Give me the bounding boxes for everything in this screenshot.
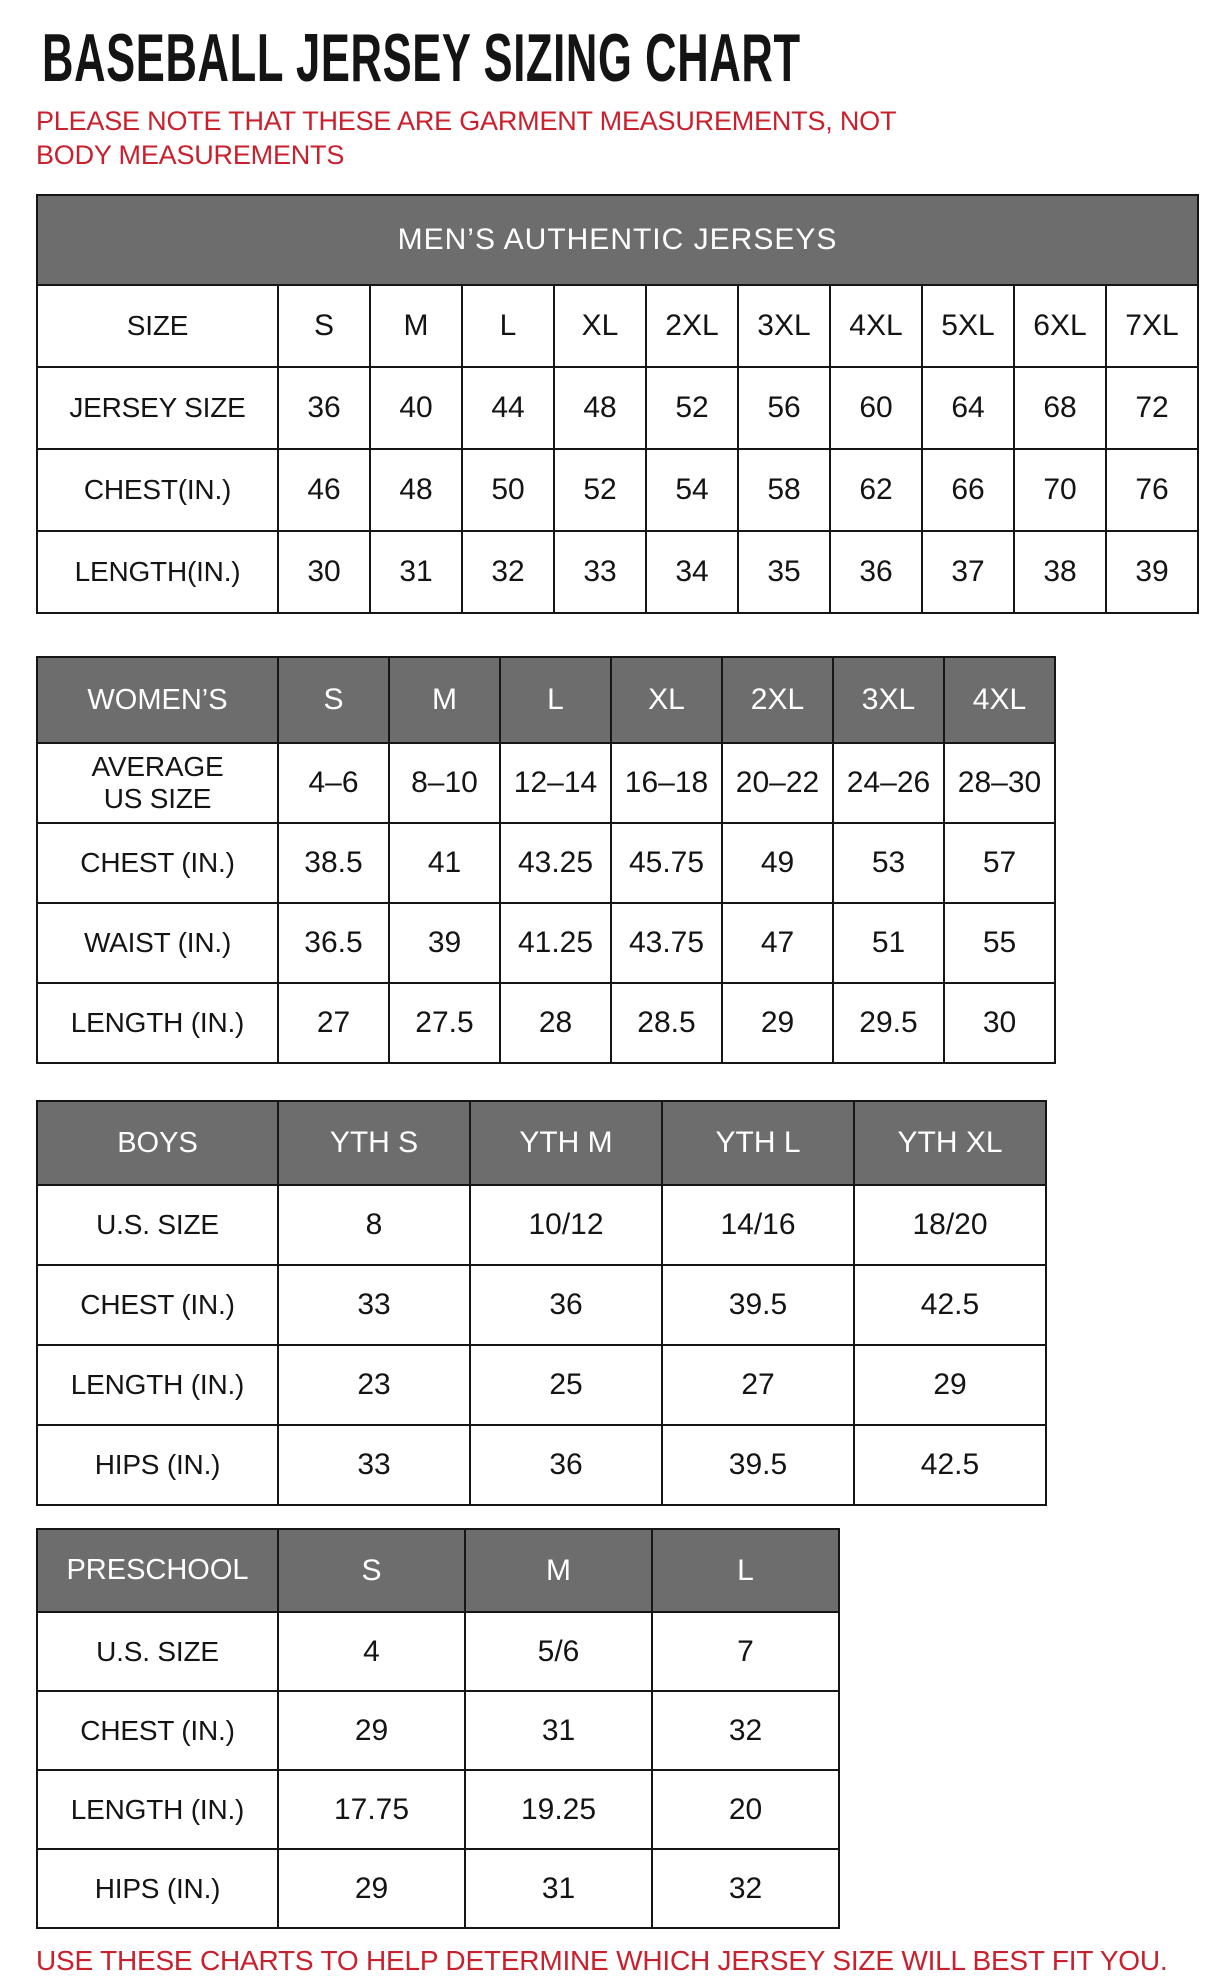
row-label-cell: CHEST (IN.): [37, 1691, 278, 1770]
value-cell: 36: [470, 1425, 662, 1505]
value-cell: 36: [830, 531, 922, 613]
value-cell: 29: [278, 1849, 465, 1928]
column-header-cell: 4XL: [944, 657, 1055, 743]
value-cell: 6XL: [1014, 285, 1106, 367]
value-cell: 29: [722, 983, 833, 1063]
column-header-cell: L: [500, 657, 611, 743]
value-cell: 41.25: [500, 903, 611, 983]
value-cell: 43.25: [500, 823, 611, 903]
value-cell: XL: [554, 285, 646, 367]
value-cell: 60: [830, 367, 922, 449]
row-label-cell: LENGTH(IN.): [37, 531, 278, 613]
column-header-cell: S: [278, 657, 389, 743]
value-cell: 44: [462, 367, 554, 449]
value-cell: 34: [646, 531, 738, 613]
value-cell: 76: [1106, 449, 1198, 531]
value-cell: 33: [278, 1425, 470, 1505]
column-header-cell: 3XL: [833, 657, 944, 743]
value-cell: 23: [278, 1345, 470, 1425]
row-label-cell: U.S. SIZE: [37, 1612, 278, 1691]
value-cell: 62: [830, 449, 922, 531]
value-cell: 32: [652, 1691, 839, 1770]
column-header-cell: M: [389, 657, 500, 743]
mens-banner: MEN’S AUTHENTIC JERSEYS: [37, 195, 1198, 285]
garment-note-text: PLEASE NOTE THAT THESE ARE GARMENT MEASUREMENTS, NOT BODY MEASUREMENTS: [36, 106, 896, 170]
value-cell: 28: [500, 983, 611, 1063]
value-cell: 47: [722, 903, 833, 983]
value-cell: 20–22: [722, 743, 833, 823]
value-cell: 30: [278, 531, 370, 613]
row-label-cell: LENGTH (IN.): [37, 1770, 278, 1849]
table-row: [37, 983, 1055, 1063]
column-header-cell: YTH M: [470, 1101, 662, 1185]
table-row: [37, 1849, 839, 1928]
table-row: [37, 1345, 1046, 1425]
value-cell: 32: [652, 1849, 839, 1928]
value-cell: 36: [470, 1265, 662, 1345]
value-cell: 52: [554, 449, 646, 531]
value-cell: 37: [922, 531, 1014, 613]
value-cell: 55: [944, 903, 1055, 983]
value-cell: 38: [1014, 531, 1106, 613]
value-cell: S: [278, 285, 370, 367]
page-title: BASEBALL JERSEY SIZING CHART: [42, 20, 801, 96]
table-row: [37, 531, 1198, 613]
value-cell: 68: [1014, 367, 1106, 449]
value-cell: 57: [944, 823, 1055, 903]
table-row: [37, 1770, 839, 1849]
value-cell: 45.75: [611, 823, 722, 903]
value-cell: 8–10: [389, 743, 500, 823]
row-label-cell: HIPS (IN.): [37, 1425, 278, 1505]
value-cell: 2XL: [646, 285, 738, 367]
row-label-cell: [37, 743, 278, 823]
table-row: [37, 1425, 1046, 1505]
column-header-cell: YTH S: [278, 1101, 470, 1185]
value-cell: 20: [652, 1770, 839, 1849]
value-cell: 31: [370, 531, 462, 613]
value-cell: 29: [854, 1345, 1046, 1425]
table-row: [37, 367, 1198, 449]
value-cell: 51: [833, 903, 944, 983]
womens-corner-cell: WOMEN’S: [37, 657, 278, 743]
value-cell: 48: [554, 367, 646, 449]
row-label-cell: SIZE: [37, 285, 278, 367]
value-cell: 25: [470, 1345, 662, 1425]
value-cell: 27: [662, 1345, 854, 1425]
value-cell: 4XL: [830, 285, 922, 367]
table-row: [37, 1691, 839, 1770]
value-cell: 35: [738, 531, 830, 613]
preschool-header-row: [37, 1529, 839, 1612]
womens-table: [36, 656, 1056, 1064]
value-cell: 43.75: [611, 903, 722, 983]
value-cell: L: [462, 285, 554, 367]
row-label-cell: U.S. SIZE: [37, 1185, 278, 1265]
value-cell: 33: [278, 1265, 470, 1345]
preschool-table: [36, 1528, 840, 1929]
table-row: [37, 823, 1055, 903]
value-cell: 28.5: [611, 983, 722, 1063]
value-cell: 39: [389, 903, 500, 983]
value-cell: 16–18: [611, 743, 722, 823]
row-label-cell: LENGTH (IN.): [37, 1345, 278, 1425]
value-cell: 17.75: [278, 1770, 465, 1849]
row-label-line: US SIZE: [103, 783, 212, 814]
value-cell: 3XL: [738, 285, 830, 367]
column-header-cell: 2XL: [722, 657, 833, 743]
table-row: [37, 1185, 1046, 1265]
column-header-cell: M: [465, 1529, 652, 1612]
value-cell: 48: [370, 449, 462, 531]
row-label-cell: WAIST (IN.): [37, 903, 278, 983]
value-cell: 50: [462, 449, 554, 531]
value-cell: 49: [722, 823, 833, 903]
table-row: [37, 285, 1198, 367]
boys-table: [36, 1100, 1047, 1506]
value-cell: 39: [1106, 531, 1198, 613]
value-cell: 5XL: [922, 285, 1014, 367]
value-cell: 10/12: [470, 1185, 662, 1265]
value-cell: 40: [370, 367, 462, 449]
table-row: [37, 903, 1055, 983]
value-cell: 31: [465, 1691, 652, 1770]
mens-table: [36, 194, 1199, 614]
value-cell: 64: [922, 367, 1014, 449]
value-cell: M: [370, 285, 462, 367]
column-header-cell: XL: [611, 657, 722, 743]
column-header-cell: L: [652, 1529, 839, 1612]
value-cell: 42.5: [854, 1425, 1046, 1505]
value-cell: 27.5: [389, 983, 500, 1063]
value-cell: 12–14: [500, 743, 611, 823]
footer-note-text: USE THESE CHARTS TO HELP DETERMINE WHICH JERSEY SIZE WILL BEST FIT YOU.: [36, 1945, 1168, 1976]
column-header-cell: YTH L: [662, 1101, 854, 1185]
row-label-cell: LENGTH (IN.): [37, 983, 278, 1063]
womens-header-row: [37, 657, 1055, 743]
value-cell: 58: [738, 449, 830, 531]
value-cell: 66: [922, 449, 1014, 531]
column-header-cell: S: [278, 1529, 465, 1612]
row-label-cell: CHEST(IN.): [37, 449, 278, 531]
row-label-cell: CHEST (IN.): [37, 823, 278, 903]
table-row: [37, 449, 1198, 531]
value-cell: 32: [462, 531, 554, 613]
row-label-line: AVERAGE: [91, 751, 224, 782]
value-cell: 38.5: [278, 823, 389, 903]
boys-corner-cell: BOYS: [37, 1101, 278, 1185]
value-cell: 46: [278, 449, 370, 531]
table-row: [37, 1612, 839, 1691]
value-cell: 39.5: [662, 1425, 854, 1505]
value-cell: 29: [278, 1691, 465, 1770]
table-row: [37, 1265, 1046, 1345]
value-cell: 4–6: [278, 743, 389, 823]
value-cell: 36: [278, 367, 370, 449]
value-cell: 72: [1106, 367, 1198, 449]
value-cell: 18/20: [854, 1185, 1046, 1265]
value-cell: 28–30: [944, 743, 1055, 823]
value-cell: 14/16: [662, 1185, 854, 1265]
value-cell: 5/6: [465, 1612, 652, 1691]
row-label-cell: HIPS (IN.): [37, 1849, 278, 1928]
value-cell: 39.5: [662, 1265, 854, 1345]
value-cell: 7XL: [1106, 285, 1198, 367]
table-row: [37, 743, 1055, 823]
preschool-corner-cell: PRESCHOOL: [37, 1529, 278, 1612]
value-cell: 53: [833, 823, 944, 903]
value-cell: 7: [652, 1612, 839, 1691]
value-cell: 41: [389, 823, 500, 903]
value-cell: 42.5: [854, 1265, 1046, 1345]
value-cell: 31: [465, 1849, 652, 1928]
row-label-cell: JERSEY SIZE: [37, 367, 278, 449]
row-label-cell: CHEST (IN.): [37, 1265, 278, 1345]
value-cell: 54: [646, 449, 738, 531]
value-cell: 24–26: [833, 743, 944, 823]
mens-banner-row: [37, 195, 1198, 285]
value-cell: 29.5: [833, 983, 944, 1063]
value-cell: 56: [738, 367, 830, 449]
value-cell: 27: [278, 983, 389, 1063]
value-cell: 19.25: [465, 1770, 652, 1849]
value-cell: 8: [278, 1185, 470, 1265]
value-cell: 70: [1014, 449, 1106, 531]
value-cell: 30: [944, 983, 1055, 1063]
value-cell: 52: [646, 367, 738, 449]
boys-header-row: [37, 1101, 1046, 1185]
value-cell: 36.5: [278, 903, 389, 983]
value-cell: 33: [554, 531, 646, 613]
value-cell: 4: [278, 1612, 465, 1691]
column-header-cell: YTH XL: [854, 1101, 1046, 1185]
